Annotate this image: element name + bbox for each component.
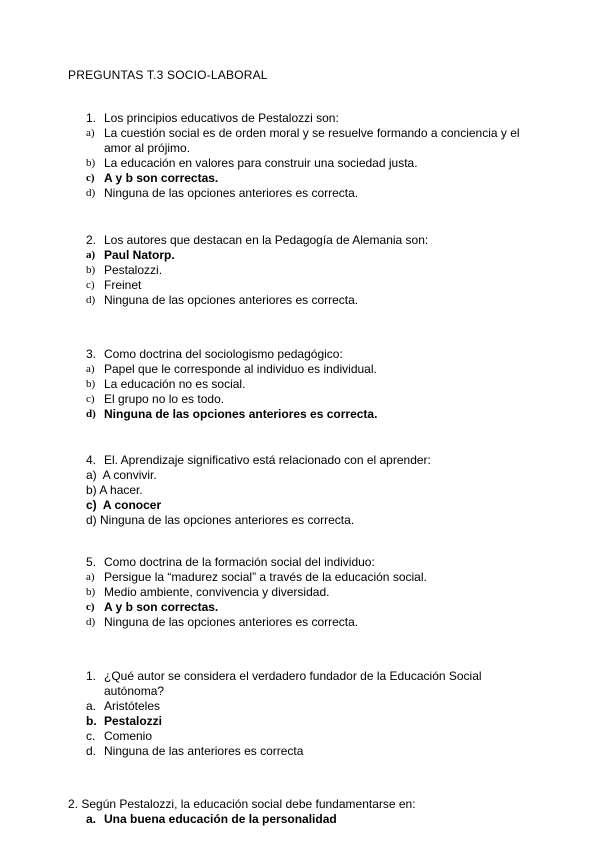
option-letter: a) <box>86 363 95 375</box>
option-text: Pestalozzi. <box>104 263 163 277</box>
page-title: PREGUNTAS T.3 SOCIO-LABORAL <box>68 68 268 82</box>
option-letter: c) <box>86 279 95 291</box>
option-text: A y b son correctas. <box>104 171 219 185</box>
option-letter: b) <box>86 157 96 169</box>
option-d: d) Ninguna de las opciones anteriores es correcta. <box>86 513 355 527</box>
question-text: 2. Según Pestalozzi, la educación social debe fundamentarse en: <box>68 797 416 811</box>
option-text: El grupo no lo es todo. <box>104 392 225 406</box>
option-a-correct <box>68 812 538 827</box>
option-d <box>86 293 546 308</box>
option-letter: d) <box>86 187 96 199</box>
option-text: La cuestión social es de orden moral y se resuelve formando a conciencia y el <box>104 126 520 140</box>
option-letter: d) <box>86 408 96 420</box>
question-text: Como doctrina de la formación social del individuo: <box>104 555 375 569</box>
option-text: Comenio <box>104 729 153 743</box>
option-c <box>86 392 546 407</box>
option-letter: c) <box>86 393 95 405</box>
option-letter: c. <box>86 729 96 743</box>
question-6 <box>86 669 546 759</box>
option-a <box>86 362 546 377</box>
question-1 <box>86 111 546 201</box>
option-letter: c) <box>86 172 95 184</box>
option-text: Paul Natorp. <box>104 248 175 262</box>
question-4 <box>86 453 546 528</box>
question-text-continued: autónoma? <box>104 684 165 698</box>
option-text: Aristóteles <box>104 699 161 713</box>
option-letter: d. <box>86 744 97 758</box>
option-d-correct <box>86 407 546 422</box>
question-number: 4. <box>86 453 97 467</box>
question-2 <box>86 233 546 308</box>
question-text: El. Aprendizaje significativo está relacionado con el aprender: <box>104 453 431 467</box>
option-a: a) A convivir. <box>86 468 157 482</box>
option-text: Ninguna de las opciones anteriores es correcta. <box>104 186 359 200</box>
option-letter: a) <box>86 249 96 261</box>
option-c-correct <box>86 600 546 615</box>
option-letter: b) <box>86 264 96 276</box>
option-text: Una buena educación de la personalidad <box>104 812 337 826</box>
option-c-correct <box>86 171 546 186</box>
question-text: Como doctrina del sociologismo pedagógico: <box>104 347 343 361</box>
question-number: 3. <box>86 347 97 361</box>
option-text: Pestalozzi <box>104 714 163 728</box>
option-letter: d) <box>86 294 96 306</box>
option-text: A y b son correctas. <box>104 600 219 614</box>
option-text: La educación en valores para construir una sociedad justa. <box>104 156 418 170</box>
option-d <box>86 186 546 201</box>
option-b-correct <box>86 714 546 729</box>
option-text: Ninguna de las opciones anteriores es correcta. <box>104 293 359 307</box>
option-c <box>86 278 546 293</box>
question-text: Los principios educativos de Pestalozzi son: <box>104 111 339 125</box>
option-letter: a) <box>86 571 95 583</box>
option-letter: b) <box>86 378 96 390</box>
question-number: 5. <box>86 555 97 569</box>
question-number: 1. <box>86 669 97 683</box>
option-letter: b) <box>86 586 96 598</box>
option-c-correct: c) A conocer <box>86 498 162 512</box>
option-a <box>86 126 546 156</box>
option-letter: a) <box>86 127 95 139</box>
option-letter: d) <box>86 616 96 628</box>
option-a <box>86 699 546 714</box>
option-b: b) A hacer. <box>86 483 143 497</box>
option-c <box>86 729 546 744</box>
option-text: Ninguna de las opciones anteriores es correcta. <box>104 407 378 421</box>
option-b <box>86 585 546 600</box>
option-letter: a. <box>86 812 97 826</box>
option-a-correct <box>86 248 546 263</box>
question-text: ¿Qué autor se considera el verdadero fundador de la Educación Social <box>104 669 482 683</box>
option-b <box>86 263 546 278</box>
option-text: Freinet <box>104 278 142 292</box>
question-number: 1. <box>86 111 97 125</box>
option-text: La educación no es social. <box>104 377 246 391</box>
option-letter: b. <box>86 714 97 728</box>
option-text: Papel que le corresponde al individuo es individual. <box>104 362 377 376</box>
option-letter: a. <box>86 699 97 713</box>
question-text: Los autores que destacan en la Pedagogía de Alemania son: <box>104 233 429 247</box>
option-text-continued: amor al prójimo. <box>104 141 191 155</box>
option-text: Persigue la “madurez social” a través de la educación social. <box>104 570 427 584</box>
question-5 <box>86 555 546 630</box>
option-b <box>86 156 546 171</box>
option-letter: c) <box>86 601 95 613</box>
question-number: 2. <box>86 233 97 247</box>
option-b <box>86 377 546 392</box>
question-3 <box>86 347 546 422</box>
option-text: Medio ambiente, convivencia y diversidad. <box>104 585 330 599</box>
option-d <box>86 744 546 759</box>
option-text: Ninguna de las opciones anteriores es correcta. <box>104 615 359 629</box>
option-a <box>86 570 546 585</box>
option-d <box>86 615 546 630</box>
option-text: Ninguna de las anteriores es correcta <box>104 744 304 758</box>
question-7 <box>68 797 538 827</box>
